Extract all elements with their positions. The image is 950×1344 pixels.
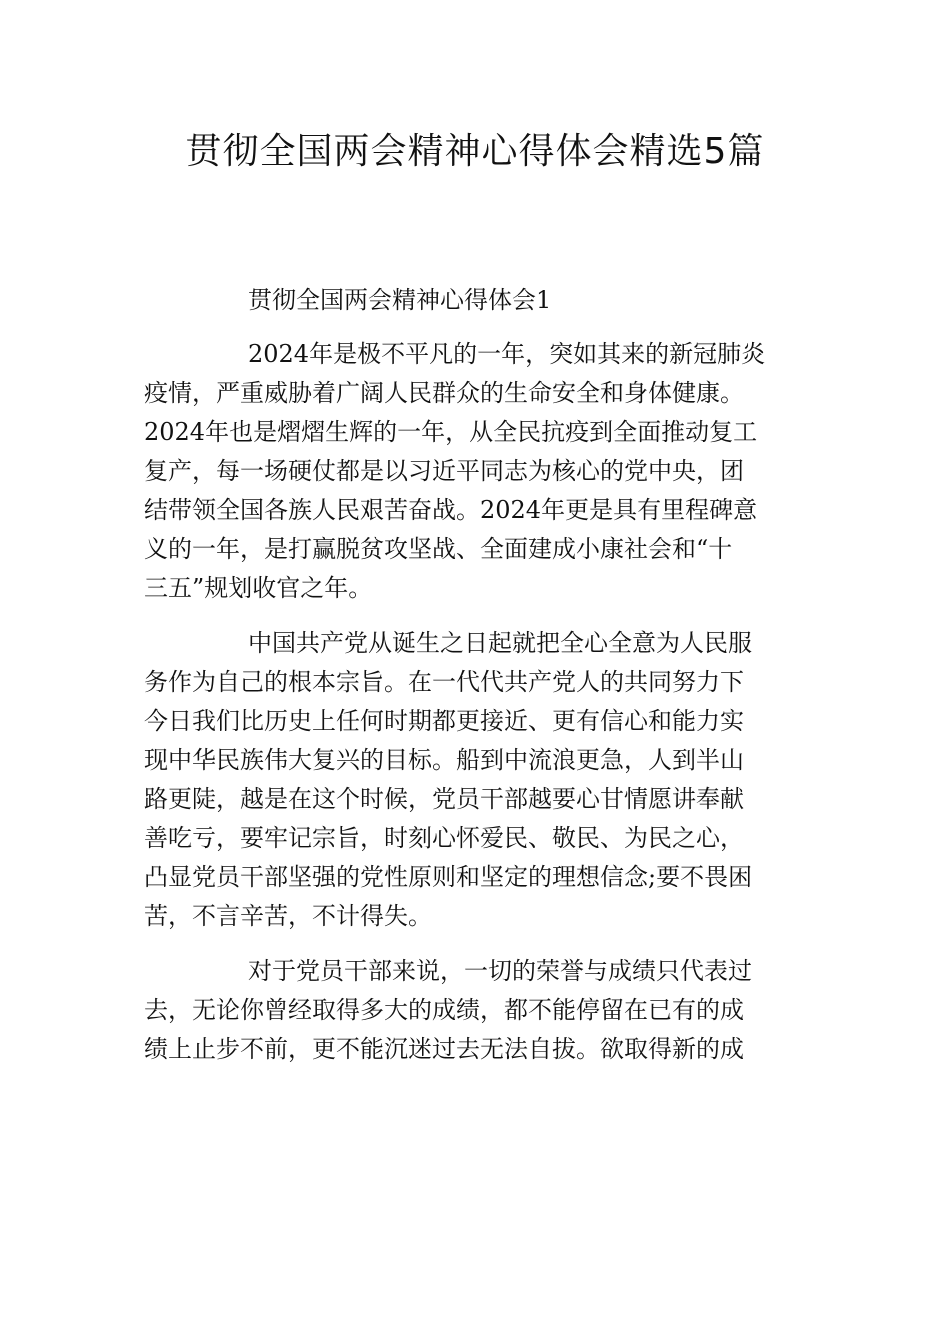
paragraph-line: 2024年也是熠熠生辉的一年，从全民抗疫到全面推动复工 — [144, 418, 758, 446]
section-heading: 贯彻全国两会精神心得体会1 — [248, 286, 552, 314]
paragraph-line: 义的一年，是打赢脱贫攻坚战、全面建成小康社会和“十 — [144, 535, 733, 563]
paragraph-line: 现中华民族伟大复兴的目标。船到中流浪更急，人到半山 — [144, 746, 744, 774]
paragraph-line: 中国共产党从诞生之日起就把全心全意为人民服 — [248, 629, 752, 657]
document-title: 贯彻全国两会精神心得体会精选5篇 — [185, 131, 765, 172]
paragraph-3 — [144, 952, 814, 1069]
paragraph-line: 对于党员干部来说，一切的荣誉与成绩只代表过 — [248, 957, 752, 985]
paragraph-line: 疫情，严重威胁着广阔人民群众的生命安全和身体健康。 — [144, 379, 744, 407]
paragraph-line: 凸显党员干部坚强的党性原则和坚定的理想信念;要不畏困 — [144, 863, 753, 891]
document-body — [144, 281, 814, 1085]
paragraph-line: 今日我们比历史上任何时期都更接近、更有信心和能力实 — [144, 707, 744, 735]
paragraph-line: 结带领全国各族人民艰苦奋战。2024年更是具有里程碑意 — [144, 496, 758, 524]
paragraph-line: 去，无论你曾经取得多大的成绩，都不能停留在已有的成 — [144, 996, 744, 1024]
paragraph-1 — [144, 335, 814, 608]
paragraph-line: 路更陡，越是在这个时候，党员干部越要心甘情愿讲奉献 — [144, 785, 744, 813]
paragraph-line: 务作为自己的根本宗旨。在一代代共产党人的共同努力下 — [144, 668, 744, 696]
paragraph-line: 三五”规划收官之年。 — [144, 574, 373, 602]
paragraph-line: 苦，不言辛苦，不计得失。 — [144, 902, 432, 930]
paragraph-line: 2024年是极不平凡的一年，突如其来的新冠肺炎 — [248, 340, 766, 368]
paragraph-line: 善吃亏，要牢记宗旨，时刻心怀爱民、敬民、为民之心， — [144, 824, 744, 852]
paragraph-line: 复产，每一场硬仗都是以习近平同志为核心的党中央，团 — [144, 457, 744, 485]
paragraph-2 — [144, 624, 814, 936]
paragraph-line: 绩上止步不前，更不能沉迷过去无法自拔。欲取得新的成 — [144, 1035, 744, 1063]
